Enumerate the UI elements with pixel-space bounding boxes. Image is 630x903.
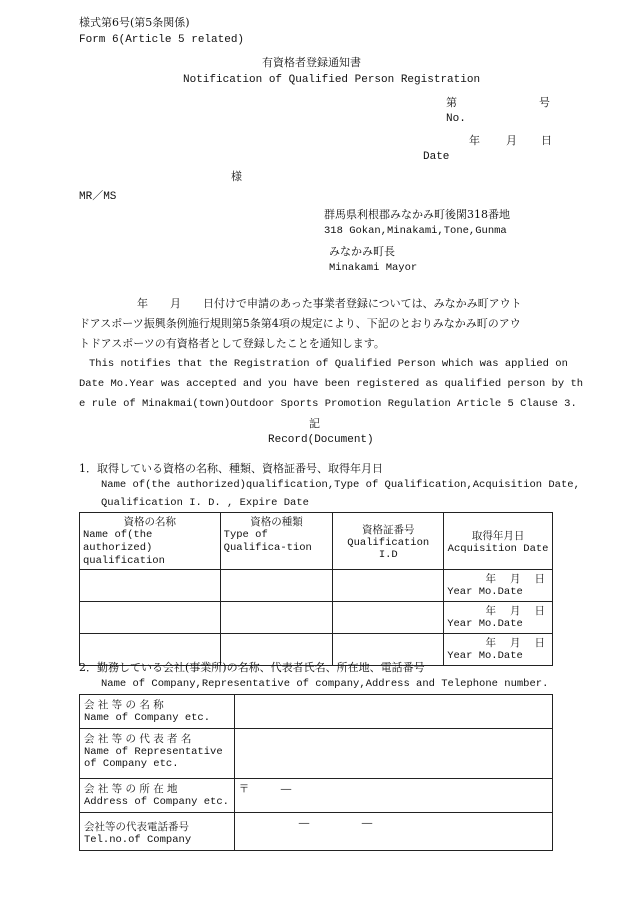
ymd-nen: 年 (485, 573, 496, 585)
table-row (80, 570, 553, 602)
ymd-hi: 日 (534, 573, 545, 585)
cell-date-en: Year Mo.Date (447, 586, 523, 598)
label-jp: 会 社 等 の 代 表 者 名 (84, 733, 192, 745)
label-en: Tel.no.of Company (84, 834, 192, 846)
cell-date[interactable] (444, 602, 553, 634)
table-row (80, 729, 553, 779)
cell-date[interactable] (444, 634, 553, 666)
cell-id[interactable] (333, 570, 444, 602)
form-number-en: Form 6(Article 5 related) (79, 34, 245, 46)
cell-date[interactable] (444, 570, 553, 602)
col-name-jp: 資格の名称 (123, 516, 177, 528)
company-name-label (80, 695, 235, 729)
ymd-tsuki: 月 (510, 573, 521, 585)
cell-date-en: Year Mo.Date (447, 650, 523, 662)
label-jp: 会 社 等 の 所 在 地 (84, 783, 178, 795)
title-jp: 有資格者登録通知書 (262, 56, 361, 69)
cell-date-ymd (447, 635, 549, 650)
ymd-nen: 年 (485, 637, 496, 649)
record-ki: 記 (309, 417, 320, 430)
date-nen: 年 (469, 134, 480, 147)
issuer-address-jp: 群馬県利根郡みなかみ町後閑318番地 (324, 208, 510, 221)
qualification-table (79, 512, 553, 666)
section1-heading-en1: Name of(the authorized)qualification,Type of Qualification,Acquisition Date, (101, 479, 580, 491)
ymd-nen: 年 (485, 605, 496, 617)
company-address-field[interactable]: 〒 ― (234, 779, 552, 813)
company-table (79, 694, 553, 851)
col-date-jp: 取得年月日 (471, 529, 525, 542)
col-type-jp: 資格の種類 (250, 516, 303, 528)
date-tsuki: 月 (506, 134, 517, 147)
col-id-jp: 資格証番号 (362, 523, 415, 536)
ymd-hi: 日 (534, 637, 545, 649)
body-jp-line2: ドアスポーツ振興条例施行規則第5条第4項の規定により、下記のとおりみなかみ町のアウ (79, 317, 521, 330)
cell-date-en: Year Mo.Date (447, 618, 523, 630)
company-tel-field[interactable]: ― ― (234, 813, 552, 851)
label-jp: 会 社 等 の 名 称 (84, 699, 164, 711)
body-jp-line1: 年 月 日付けで申請のあった事業者登録については、みなかみ町アウト (137, 297, 522, 310)
label-en: Name of Representative of Company etc. (84, 746, 223, 770)
cell-name[interactable] (80, 602, 221, 634)
col-qualification-name (80, 513, 221, 570)
body-en-line3: e rule of Minakmai(town)Outdoor Sports Promotion Regulation Article 5 Clause 3. (79, 398, 577, 410)
section2-heading-jp: 2．勤務している会社(事業所)の名称、代表者氏名、所在地、電話番号 (79, 661, 425, 674)
ymd-hi: 日 (534, 605, 545, 617)
section1-heading-jp: 1．取得している資格の名称、種類、資格証番号、取得年月日 (79, 462, 383, 475)
title-en: Notification of Qualified Person Registration (183, 74, 481, 86)
qualification-table-header (80, 513, 553, 570)
cell-name[interactable] (80, 570, 221, 602)
company-representative-field[interactable] (234, 729, 552, 779)
label-jp: 会社等の代表電話番号 (84, 821, 189, 833)
col-id-en: Qualification I.D (347, 536, 430, 561)
company-representative-label (80, 729, 235, 779)
table-row (80, 779, 553, 813)
col-date-en: Acquisition Date (447, 542, 549, 555)
body-en-line2: Date Mo.Year was accepted and you have been registered as qualified person by th (79, 378, 584, 390)
section1-heading-en2: Qualification I. D. , Expire Date (101, 497, 309, 509)
ymd-tsuki: 月 (510, 605, 521, 617)
cell-type[interactable] (220, 570, 333, 602)
record-label-en: Record(Document) (268, 434, 374, 446)
col-acquisition-date (444, 513, 553, 570)
issuer-mayor-jp: みなかみ町長 (329, 245, 395, 258)
issuer-mayor-en: Minakami Mayor (329, 262, 418, 274)
issuer-address-en: 318 Gokan,Minakami,Tone,Gunma (324, 225, 507, 237)
date-label: Date (423, 151, 450, 163)
table-row (80, 695, 553, 729)
addressee-sama: 様 (231, 170, 242, 183)
col-qualification-type (220, 513, 333, 570)
table-row (80, 813, 553, 851)
body-en-line1: This notifies that the Registration of Qualified Person which was applied on (89, 358, 568, 370)
body-en (79, 354, 583, 414)
number-no: No. (446, 113, 466, 125)
addressee-mr-ms: MR／MS (79, 191, 117, 203)
form-number-jp: 様式第6号(第5条関係) (79, 16, 190, 29)
label-en: Name of Company etc. (84, 712, 211, 724)
table-row (80, 602, 553, 634)
col-type-en: Type of Qualifica-tion (223, 529, 312, 554)
col-name-en: Name of(the authorized) qualification (83, 529, 165, 567)
cell-date-ymd (447, 603, 549, 618)
section2-heading-en: Name of Company,Representative of company,Address and Telephone number. (101, 678, 549, 690)
number-go: 号 (539, 96, 550, 109)
col-qualification-id (333, 513, 444, 570)
body-jp-line3: トドアスポーツの有資格者として登録したことを通知します。 (79, 337, 385, 350)
label-en: Address of Company etc. (84, 796, 229, 808)
company-name-field[interactable] (234, 695, 552, 729)
cell-id[interactable] (333, 602, 444, 634)
cell-date-ymd (447, 571, 549, 586)
number-dai: 第 (446, 96, 457, 109)
company-address-label (80, 779, 235, 813)
company-tel-label (80, 813, 235, 851)
ymd-tsuki: 月 (510, 637, 521, 649)
cell-type[interactable] (220, 602, 333, 634)
date-hi: 日 (541, 134, 552, 147)
body-jp (79, 294, 522, 354)
